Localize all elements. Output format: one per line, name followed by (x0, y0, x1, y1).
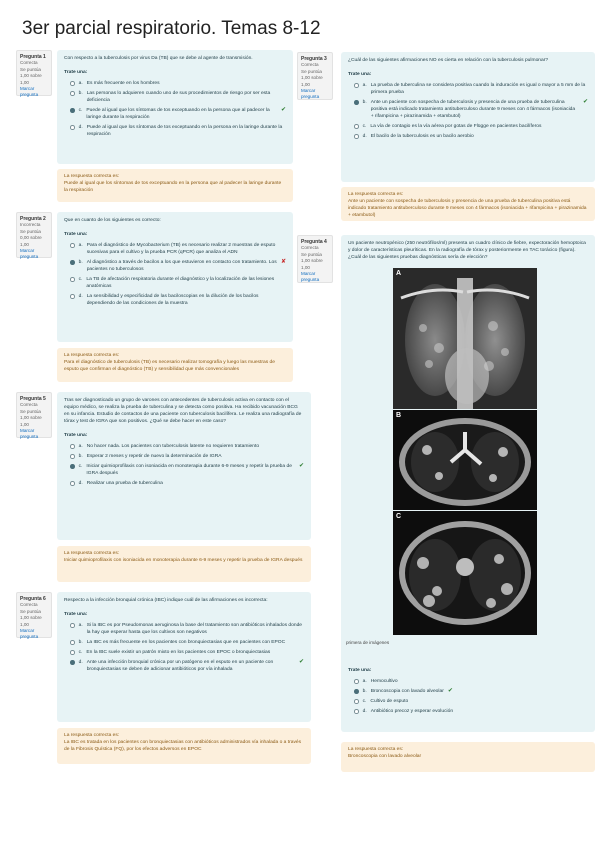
radio-button[interactable] (354, 134, 359, 139)
question-text: Que en cuanto de los siguientes es correcto: (64, 218, 161, 223)
question-info-1 (16, 50, 52, 96)
radio-button[interactable] (70, 294, 75, 299)
select-one-label: Trate una: (64, 232, 88, 237)
option-text: Iniciar quimioprofilaxis con isoniacida en monoterapia durante 6-9 meses y repetir la prueba de IGRA después (86, 464, 292, 476)
question-score: Se puntúa 0,00 sobre 1,00 (20, 228, 42, 247)
answer-option[interactable]: c. Iniciar quimioprofilaxis con isoniacida en monoterapia durante 6-9 meses y repetir la prueba de IGRA después ✔ (70, 463, 304, 477)
radio-button-selected[interactable] (70, 464, 75, 469)
option-text: En la IBC suele existir un patrón mixto en los pacientes con EPOC o bronquiectasias (86, 650, 271, 655)
question-status: Incorrecta (20, 222, 41, 228)
incorrect-cross-icon: ✘ (280, 259, 286, 265)
ct-scan-drawing-b (393, 410, 537, 510)
option-text: La prueba de tuberculina se considera positiva cuando la induración es igual o mayor a 5 mm de la primera prueba (370, 83, 586, 95)
option-text: El bacilo de la tuberculosis es un bacilo aerobio (370, 134, 474, 139)
radio-button[interactable] (70, 454, 75, 459)
question-info-3 (297, 52, 333, 100)
question-status: Correcta (20, 402, 38, 408)
feedback-text: La IBC es tratada en los pacientes con bronquiectasias con antibióticos administrados vía inhalada o a través de la Fibrosis Quística (FQ), por los efectos adversos en EPOC (64, 740, 302, 752)
radio-button-selected[interactable] (354, 100, 359, 105)
question-text: Con respecto a la tuberculosis por virus Da (TB) que se debe al agente de transmisión. (64, 56, 253, 61)
feedback-box-6 (57, 728, 311, 764)
feedback-text: Broncoscopia con lavado alveolar (348, 754, 422, 759)
answer-option[interactable]: b. Esperar 2 meses y repetir de nuevo la determinación de IGRA (70, 453, 304, 460)
select-one-label: Trate una: (64, 70, 88, 75)
question-4-options (341, 662, 595, 730)
option-text: Al diagnóstico a través de bacilos a los que estuvieron en contacto con tratamiento. Los pacientes no tuberculosos (86, 260, 277, 272)
flag-question-link[interactable]: Marcar pregunta (20, 628, 39, 640)
radio-button[interactable] (70, 81, 75, 86)
image-label-a: A (396, 270, 402, 277)
radio-button[interactable] (354, 679, 359, 684)
radio-button-selected[interactable] (70, 108, 75, 113)
question-info-5 (16, 392, 52, 438)
ct-scan-image-c (393, 511, 537, 635)
radio-button[interactable] (70, 91, 75, 96)
question-number: Pregunta 4 (301, 239, 327, 245)
radio-button[interactable] (70, 623, 75, 628)
option-text: Puede al igual que los síntomas de tos exceptuando en la persona en la laringe durante la respiración (86, 125, 283, 137)
answer-option[interactable]: b. Ante un paciente con sospecha de tuberculosis y presencia de una prueba de tuberculina positiva está indicado tratamiento antituberculoso durante 9 meses con 4 fármacos (isoniacida + rifampicina + pirazinamida + etambutol) ✔ (354, 99, 588, 120)
answer-option[interactable]: a. No hacer nada. Los pacientes con tuberculosis latente no requieren tratamiento (70, 443, 304, 450)
feedback-label: La respuesta correcta es: (64, 353, 120, 358)
flag-question-link[interactable]: Marcar pregunta (20, 248, 39, 260)
answer-option[interactable]: b. La IBC es más frecuente en los pacientes con bronquiectasias que en pacientes con EPOC (70, 639, 304, 646)
option-text: Broncoscopia con lavado alveolar (370, 689, 444, 694)
flag-question-link[interactable]: Marcar pregunta (301, 88, 320, 100)
radio-button-selected[interactable] (70, 660, 75, 665)
image-label-b: B (396, 412, 402, 419)
ct-scan-drawing-c (393, 511, 537, 635)
answer-option[interactable]: a. Es más frecuente en los hombres (70, 80, 286, 87)
question-box-1 (57, 50, 293, 164)
option-text: Cultivo de esputo (370, 699, 409, 704)
image-caption: primera de imágenes (346, 640, 390, 645)
image-label-c: C (396, 513, 402, 520)
option-text: La sensibilidad y especificidad de las baciloscopias en la dilución de los bacilos dependiendo de las condiciones de la muestra (86, 294, 259, 306)
question-info-6 (16, 592, 52, 638)
select-one-label: Trate una: (348, 72, 372, 77)
question-score: Se puntúa 1,00 sobre 1,00 (20, 608, 42, 627)
correct-check-icon: ✔ (582, 99, 588, 105)
answer-option[interactable]: d. Ante una infección bronquial crónica por un patógeno en el esputo en un paciente con bronquiectasias se deben de adicionar antibióticos por vía inhalada ✔ (70, 659, 304, 673)
radio-button[interactable] (70, 125, 75, 130)
chest-xray-drawing (393, 268, 537, 409)
select-one-label: Trate una: (64, 612, 88, 617)
question-number: Pregunta 5 (20, 396, 46, 402)
chest-xray-image (393, 268, 537, 409)
answer-option[interactable]: c. La TB de afectación respiratoria durante el diagnóstico y la localización de las lesiones anatómicas (70, 276, 286, 290)
question-status: Correcta (301, 62, 319, 68)
answer-option[interactable]: d. Realizar una prueba de tuberculina (70, 480, 304, 487)
option-text: Hemocultivo (370, 679, 398, 684)
ct-scan-image-b (393, 410, 537, 510)
option-text: Puede al igual que los síntomas de tos exceptuando en la persona que al padecer la laringe durante la respiración (86, 108, 270, 120)
question-score: Se puntúa 1,00 sobre 1,00 (301, 68, 323, 87)
feedback-label: La respuesta correcta es: (64, 551, 120, 556)
option-text: Esperar 2 meses y repetir de nuevo la determinación de IGRA (86, 454, 222, 459)
answer-option[interactable]: b. Broncoscopia con lavado alveolar ✔ (354, 688, 588, 695)
option-text: Si la IBC es por Pseudomonas aeruginosa la base del tratamiento son antibióticos inhalados donde la hay que esperar hasta que los cultivos son negativos (86, 623, 303, 635)
answer-option[interactable]: d. Puede al igual que los síntomas de tos exceptuando en la persona en la laringe durante la respiración (70, 124, 286, 138)
question-text: Tras ser diagnosticado un grupo de varones con antecedentes de tuberculosis activa en contacto con el equipo médico, se realiza la prueba de tuberculina y se detecta como positiva. Ha recibido vacunación BCG en su infancia. Estudio de contactos de una paciente con tuberculosis bacilífera. Le realiza una radiografía de tórax y test de IGRA que son positivos. ¿Qué se debe hacer en este caso? (64, 398, 302, 424)
question-info-4 (297, 235, 333, 283)
answer-option[interactable]: c. Cultivo de esputo (354, 698, 588, 705)
answer-option[interactable]: b. Las personas lo adquieren cuando uno de sus procedimientos de riesgo por ser esta deficiencia (70, 90, 286, 104)
question-box-6 (57, 592, 311, 722)
answer-option[interactable]: a. Si la IBC es por Pseudomonas aeruginosa la base del tratamiento son antibióticos inhalados donde la hay que esperar hasta que los cultivos son negativos (70, 622, 304, 636)
radio-button[interactable] (70, 277, 75, 282)
question-status: Correcta (20, 60, 38, 66)
feedback-box-4 (341, 742, 595, 772)
correct-check-icon: ✔ (447, 688, 453, 694)
option-text: Antibiótico precoz y esperar evolución (370, 709, 454, 714)
radio-button[interactable] (70, 444, 75, 449)
feedback-text: Para el diagnóstico de tuberculosis (TB) es necesario realizar tomografía y luego las muestras de esputo que confirman el diagnóstico (TB) y sensibilidad que más convencionales (64, 360, 275, 372)
feedback-label: La respuesta correcta es: (64, 733, 120, 738)
feedback-box-2 (57, 348, 293, 382)
question-box-5 (57, 392, 311, 540)
question-number: Pregunta 3 (301, 56, 327, 62)
radio-button[interactable] (70, 650, 75, 655)
feedback-box-1 (57, 169, 293, 202)
radio-button[interactable] (354, 699, 359, 704)
select-one-label: Trate una: (348, 668, 372, 673)
feedback-label: La respuesta correcta es: (64, 174, 120, 179)
radio-button-selected[interactable] (354, 689, 359, 694)
page-title: 3er parcial respiratorio. Temas 8-12 (22, 18, 321, 39)
radio-button[interactable] (354, 83, 359, 88)
option-text: La vía de contagio es la vía aérea por gotas de Flügge en pacientes bacilíferos (370, 124, 542, 129)
question-text: Respecto a la infección bronquial crónica (IBC) indique cuál de las afirmaciones es incorrecta: (64, 598, 268, 603)
radio-button[interactable] (70, 243, 75, 248)
option-text: Las personas lo adquieren cuando uno de sus procedimientos de riesgo por ser esta deficiencia (86, 91, 271, 103)
question-info-2 (16, 212, 52, 258)
question-text: Un paciente neutropénico (250 neutrófilos/ml) presenta un cuadro clínico de fiebre, expectoración hemoptoica y dolor de características pleuríticas. En la radiografía de tórax y posteriormente en TAC torácico (figura). ¿Cuál de las siguientes pruebas diagnósticas sería de elección? (348, 241, 586, 260)
answer-option[interactable]: a. La prueba de tuberculina se considera positiva cuando la induración es igual o mayor a 5 mm de la primera prueba (354, 82, 588, 96)
flag-question-link[interactable]: Marcar pregunta (301, 271, 320, 283)
answer-option[interactable]: d. Antibiótico precoz y esperar evolución (354, 708, 588, 715)
option-text: Ante un paciente con sospecha de tuberculosis y presencia de una prueba de tuberculina positiva está indicado tratamiento antituberculoso durante 9 meses con 4 fármacos (isoniacida + rifampicina + pirazinamida + etambutol) (370, 100, 576, 119)
select-one-label: Trate una: (64, 433, 88, 438)
feedback-text: Ante un paciente con sospecha de tuberculosis y presencia de una prueba de tuberculina positiva está indicado tratamiento antituberculoso durante 9 meses con 4 fármacos (isoniacida + rifampicina + pirazinamida + etambutol) (348, 199, 587, 218)
answer-option[interactable]: c. La vía de contagio es la vía aérea por gotas de Flügge en pacientes bacilíferos (354, 123, 588, 130)
question-number: Pregunta 2 (20, 216, 46, 222)
feedback-text: Puede al igual que los síntomas de tos exceptuando en la persona que al padecer la laringe durante la respiración (64, 181, 282, 193)
option-text: La TB de afectación respiratoria durante el diagnóstico y la localización de las lesiones anatómicas (86, 277, 275, 289)
option-text: Es más frecuente en los hombres (86, 81, 160, 86)
feedback-label: La respuesta correcta es: (348, 192, 404, 197)
answer-option[interactable]: a. Hemocultivo (354, 678, 588, 685)
feedback-box-5 (57, 546, 311, 582)
answer-option[interactable]: d. El bacilo de la tuberculosis es un bacilo aerobio (354, 133, 588, 140)
question-number: Pregunta 1 (20, 54, 46, 60)
option-text: Ante una infección bronquial crónica por un patógeno en el esputo en un paciente con bronquiectasias se deben de adicionar antibióticos por vía inhalada (86, 660, 274, 672)
answer-option[interactable]: d. La sensibilidad y especificidad de las baciloscopias en la dilución de los bacilos dependiendo de las condiciones de la muestra (70, 293, 286, 307)
question-score: Se puntúa 1,00 sobre 1,00 (301, 251, 323, 270)
answer-option[interactable]: a. Para el diagnóstico de Mycobacterium (TB) es necesario realizar 2 muestras de esputo sucesivas para el cultivo y la prueba PCR (qPCR) que analiza el ADN (70, 242, 286, 256)
radio-button[interactable] (354, 124, 359, 129)
option-text: Para el diagnóstico de Mycobacterium (TB) es necesario realizar 2 muestras de esputo sucesivas para el cultivo y la prueba PCR (qPCR) que analiza el ADN (86, 243, 276, 255)
flag-question-link[interactable]: Marcar pregunta (20, 86, 39, 98)
question-status: Correcta (301, 245, 319, 251)
correct-check-icon: ✔ (298, 659, 304, 665)
radio-button[interactable] (354, 709, 359, 714)
feedback-text: Iniciar quimioprofilaxis con isoniacida en monoterapia durante 6-9 meses y repetir la prueba de IGRA después (64, 558, 303, 563)
answer-option[interactable]: c. En la IBC suele existir un patrón mixto en los pacientes con EPOC o bronquiectasias (70, 649, 304, 656)
radio-button[interactable] (70, 640, 75, 645)
correct-check-icon: ✔ (280, 107, 286, 113)
question-score: Se puntúa 1,00 sobre 1,00 (20, 408, 42, 427)
option-text: Realizar una prueba de tuberculina (86, 481, 163, 486)
question-score: Se puntúa 1,00 sobre 1,00 (20, 66, 42, 85)
option-text: La IBC es más frecuente en los pacientes con bronquiectasias que en pacientes con EPOC (86, 640, 286, 645)
question-text: ¿Cuál de las siguientes afirmaciones NO es cierta en relación con la tuberculosis pulmonar? (348, 58, 549, 63)
question-status: Correcta (20, 602, 38, 608)
radio-button[interactable] (70, 481, 75, 486)
correct-check-icon: ✔ (298, 463, 304, 469)
answer-option[interactable]: b. Al diagnóstico a través de bacilos a los que estuvieron en contacto con tratamiento. Los pacientes no tuberculosos ✘ (70, 259, 286, 273)
option-text: No hacer nada. Los pacientes con tuberculosis latente no requieren tratamiento (86, 444, 260, 449)
radio-button-selected[interactable] (70, 260, 75, 265)
flag-question-link[interactable]: Marcar pregunta (20, 428, 39, 440)
question-number: Pregunta 6 (20, 596, 46, 602)
question-box-3 (341, 52, 595, 182)
question-box-2 (57, 212, 293, 342)
feedback-label: La respuesta correcta es: (348, 747, 404, 752)
feedback-box-3 (341, 187, 595, 221)
answer-option[interactable]: c. Puede al igual que los síntomas de tos exceptuando en la persona que al padecer la laringe durante la respiración ✔ (70, 107, 286, 121)
